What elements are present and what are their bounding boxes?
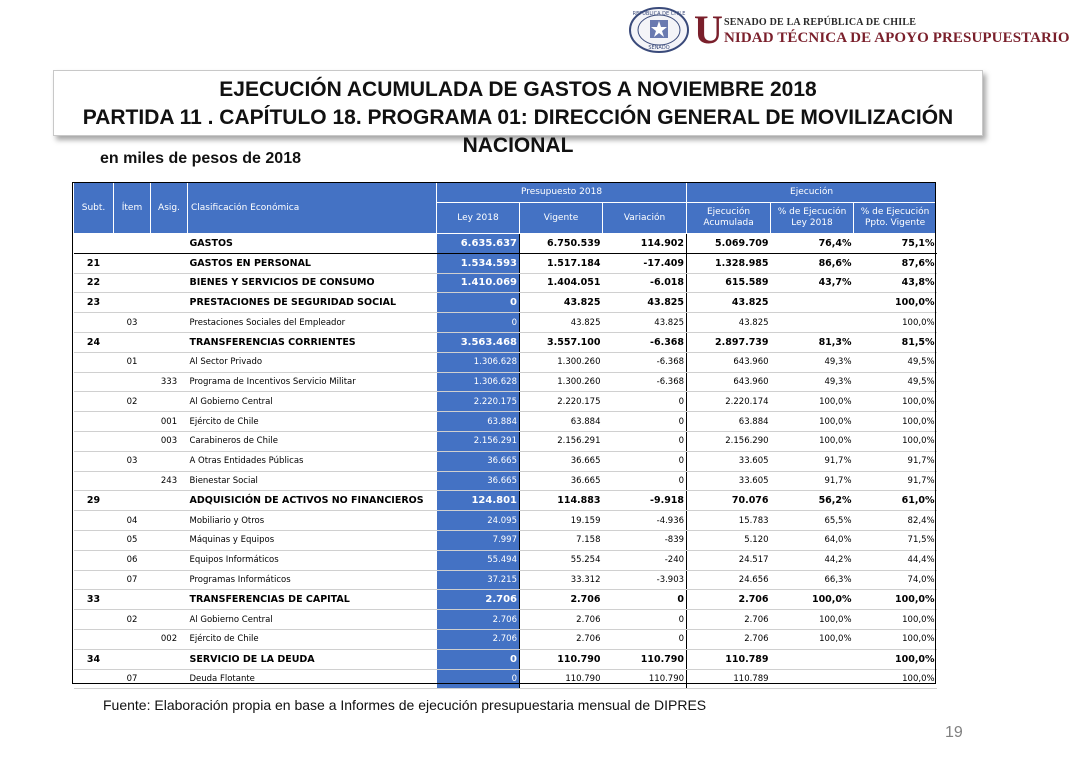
cell-pct-vigente: 44,4% <box>854 550 937 570</box>
cell-subt <box>74 372 114 392</box>
cell-vigente: 7.158 <box>520 530 603 550</box>
cell-ejecucion-acumulada: 110.789 <box>687 649 771 669</box>
cell-clasificacion: Máquinas y Equipos <box>188 530 437 550</box>
svg-text:SENADO: SENADO <box>648 45 670 51</box>
cell-ley: 0 <box>437 293 520 313</box>
cell-variacion: -6.018 <box>603 273 687 293</box>
cell-clasificacion: Al Sector Privado <box>188 352 437 372</box>
cell-asig <box>151 590 188 610</box>
cell-pct-vigente: 100,0% <box>854 649 937 669</box>
cell-subt: 23 <box>74 293 114 313</box>
cell-variacion: -6.368 <box>603 332 687 352</box>
cell-pct-ley: 100,0% <box>771 610 854 630</box>
cell-vigente: 6.750.539 <box>520 234 603 254</box>
cell-pct-ley <box>771 669 854 689</box>
cell-pct-ley: 56,2% <box>771 491 854 511</box>
cell-ley: 2.706 <box>437 590 520 610</box>
cell-ejecucion-acumulada: 643.960 <box>687 352 771 372</box>
cell-vigente: 63.884 <box>520 412 603 432</box>
cell-variacion: 0 <box>603 431 687 451</box>
col-header-variacion: Variación <box>603 203 687 234</box>
cell-pct-vigente: 100,0% <box>854 431 937 451</box>
cell-vigente: 43.825 <box>520 313 603 333</box>
cell-subt <box>74 530 114 550</box>
col-header-pct-ley: % de Ejecución Ley 2018 <box>771 203 854 234</box>
cell-item <box>114 412 151 432</box>
cell-ley: 2.156.291 <box>437 431 520 451</box>
cell-item: 07 <box>114 570 151 590</box>
cell-item <box>114 332 151 352</box>
cell-ejecucion-acumulada: 110.789 <box>687 669 771 689</box>
cell-pct-ley: 100,0% <box>771 412 854 432</box>
cell-ley: 2.706 <box>437 610 520 630</box>
cell-vigente: 2.706 <box>520 590 603 610</box>
page-number: 19 <box>945 724 963 741</box>
cell-ley: 3.563.468 <box>437 332 520 352</box>
cell-ejecucion-acumulada: 5.120 <box>687 530 771 550</box>
cell-subt <box>74 234 114 254</box>
cell-clasificacion: Ejército de Chile <box>188 412 437 432</box>
cell-asig: 243 <box>151 471 188 491</box>
cell-clasificacion: Al Gobierno Central <box>188 610 437 630</box>
cell-pct-vigente: 43,8% <box>854 273 937 293</box>
cell-item <box>114 590 151 610</box>
cell-pct-vigente: 75,1% <box>854 234 937 254</box>
cell-pct-vigente: 49,5% <box>854 372 937 392</box>
cell-ley: 63.884 <box>437 412 520 432</box>
col-header-ley: Ley 2018 <box>437 203 520 234</box>
table-row <box>74 629 937 649</box>
cell-pct-ley: 66,3% <box>771 570 854 590</box>
col-header-item: Ítem <box>114 183 151 234</box>
table-row <box>74 412 937 432</box>
cell-asig <box>151 669 188 689</box>
cell-variacion: -4.936 <box>603 511 687 531</box>
cell-ley: 124.801 <box>437 491 520 511</box>
cell-variacion: -6.368 <box>603 372 687 392</box>
cell-vigente: 3.557.100 <box>520 332 603 352</box>
cell-subt <box>74 570 114 590</box>
table-row <box>74 491 937 511</box>
cell-pct-ley: 86,6% <box>771 253 854 273</box>
cell-asig <box>151 570 188 590</box>
cell-vigente: 1.300.260 <box>520 372 603 392</box>
cell-item: 04 <box>114 511 151 531</box>
cell-clasificacion: Ejército de Chile <box>188 629 437 649</box>
cell-item <box>114 253 151 273</box>
cell-ejecucion-acumulada: 1.328.985 <box>687 253 771 273</box>
cell-clasificacion: A Otras Entidades Públicas <box>188 451 437 471</box>
cell-ley: 7.997 <box>437 530 520 550</box>
table-row <box>74 471 937 491</box>
cell-asig <box>151 253 188 273</box>
cell-vigente: 2.706 <box>520 610 603 630</box>
cell-subt <box>74 511 114 531</box>
cell-subt: 22 <box>74 273 114 293</box>
cell-subt: 21 <box>74 253 114 273</box>
cell-asig: 002 <box>151 629 188 649</box>
table-row <box>74 669 937 689</box>
cell-asig <box>151 530 188 550</box>
cell-vigente: 1.300.260 <box>520 352 603 372</box>
cell-asig <box>151 610 188 630</box>
cell-asig: 001 <box>151 412 188 432</box>
cell-clasificacion: GASTOS <box>188 234 437 254</box>
cell-subt <box>74 610 114 630</box>
cell-vigente: 1.404.051 <box>520 273 603 293</box>
cell-pct-vigente: 61,0% <box>854 491 937 511</box>
cell-pct-vigente: 100,0% <box>854 610 937 630</box>
cell-variacion: -240 <box>603 550 687 570</box>
cell-subt: 24 <box>74 332 114 352</box>
cell-variacion: 110.790 <box>603 649 687 669</box>
table-row <box>74 550 937 570</box>
cell-clasificacion: Bienestar Social <box>188 471 437 491</box>
cell-clasificacion: SERVICIO DE LA DEUDA <box>188 649 437 669</box>
cell-ejecucion-acumulada: 43.825 <box>687 293 771 313</box>
cell-variacion: 0 <box>603 451 687 471</box>
cell-clasificacion: Mobiliario y Otros <box>188 511 437 531</box>
cell-pct-ley: 76,4% <box>771 234 854 254</box>
cell-asig <box>151 392 188 412</box>
cell-pct-ley: 91,7% <box>771 451 854 471</box>
cell-pct-vigente: 100,0% <box>854 590 937 610</box>
table-row <box>74 451 937 471</box>
cell-ley: 2.706 <box>437 629 520 649</box>
cell-ejecucion-acumulada: 24.656 <box>687 570 771 590</box>
cell-asig <box>151 451 188 471</box>
cell-variacion: 43.825 <box>603 293 687 313</box>
cell-ley: 1.410.069 <box>437 273 520 293</box>
cell-vigente: 36.665 <box>520 471 603 491</box>
cell-ley: 0 <box>437 649 520 669</box>
cell-asig <box>151 649 188 669</box>
cell-clasificacion: TRANSFERENCIAS DE CAPITAL <box>188 590 437 610</box>
cell-pct-ley: 100,0% <box>771 590 854 610</box>
cell-ejecucion-acumulada: 643.960 <box>687 372 771 392</box>
cell-vigente: 33.312 <box>520 570 603 590</box>
cell-pct-vigente: 91,7% <box>854 451 937 471</box>
cell-pct-ley: 43,7% <box>771 273 854 293</box>
table-row <box>74 570 937 590</box>
cell-pct-ley: 49,3% <box>771 352 854 372</box>
cell-pct-vigente: 81,5% <box>854 332 937 352</box>
table-row <box>74 273 937 293</box>
cell-asig <box>151 332 188 352</box>
cell-vigente: 2.220.175 <box>520 392 603 412</box>
cell-vigente: 1.517.184 <box>520 253 603 273</box>
cell-vigente: 55.254 <box>520 550 603 570</box>
cell-ejecucion-acumulada: 2.897.739 <box>687 332 771 352</box>
cell-item <box>114 293 151 313</box>
table-row <box>74 511 937 531</box>
cell-ley: 55.494 <box>437 550 520 570</box>
cell-ley: 36.665 <box>437 451 520 471</box>
cell-pct-ley: 100,0% <box>771 392 854 412</box>
cell-ley: 24.095 <box>437 511 520 531</box>
cell-vigente: 114.883 <box>520 491 603 511</box>
cell-ejecucion-acumulada: 615.589 <box>687 273 771 293</box>
senate-seal-icon <box>628 6 690 54</box>
cell-item <box>114 649 151 669</box>
cell-variacion: 0 <box>603 392 687 412</box>
cell-clasificacion: Carabineros de Chile <box>188 431 437 451</box>
cell-pct-vigente: 87,6% <box>854 253 937 273</box>
cell-pct-ley: 44,2% <box>771 550 854 570</box>
cell-subt <box>74 313 114 333</box>
cell-subt <box>74 352 114 372</box>
cell-pct-vigente: 82,4% <box>854 511 937 531</box>
cell-asig <box>151 550 188 570</box>
cell-pct-ley: 65,5% <box>771 511 854 531</box>
cell-ley: 1.306.628 <box>437 372 520 392</box>
table-row <box>74 332 937 352</box>
header-logo <box>628 6 1070 56</box>
cell-ejecucion-acumulada: 2.156.290 <box>687 431 771 451</box>
cell-variacion: 114.902 <box>603 234 687 254</box>
cell-variacion: -9.918 <box>603 491 687 511</box>
cell-subt <box>74 451 114 471</box>
cell-item <box>114 471 151 491</box>
table-row <box>74 234 937 254</box>
cell-pct-ley: 100,0% <box>771 629 854 649</box>
cell-pct-vigente: 91,7% <box>854 471 937 491</box>
cell-ley: 6.635.637 <box>437 234 520 254</box>
cell-pct-vigente: 100,0% <box>854 412 937 432</box>
cell-pct-vigente: 100,0% <box>854 669 937 689</box>
cell-item: 05 <box>114 530 151 550</box>
budget-execution-table <box>73 182 937 689</box>
page-title: EJECUCIÓN ACUMULADA DE GASTOS A NOVIEMBRE 2018 <box>219 78 817 101</box>
cell-clasificacion: Equipos Informáticos <box>188 550 437 570</box>
cell-ejecucion-acumulada: 70.076 <box>687 491 771 511</box>
col-header-ejecucion-acumulada: Ejecución Acumulada <box>687 203 771 234</box>
cell-asig <box>151 234 188 254</box>
cell-clasificacion: BIENES Y SERVICIOS DE CONSUMO <box>188 273 437 293</box>
cell-item: 07 <box>114 669 151 689</box>
col-header-subt: Subt. <box>74 183 114 234</box>
table-row <box>74 649 937 669</box>
table-row <box>74 293 937 313</box>
cell-asig <box>151 293 188 313</box>
cell-pct-ley <box>771 649 854 669</box>
cell-variacion: -839 <box>603 530 687 550</box>
col-header-pct-vigente: % de Ejecución Ppto. Vigente <box>854 203 937 234</box>
cell-item <box>114 491 151 511</box>
cell-asig <box>151 273 188 293</box>
cell-ejecucion-acumulada: 2.706 <box>687 590 771 610</box>
cell-pct-ley: 91,7% <box>771 471 854 491</box>
table-row <box>74 530 937 550</box>
cell-item: 01 <box>114 352 151 372</box>
table-row <box>74 610 937 630</box>
cell-clasificacion: GASTOS EN PERSONAL <box>188 253 437 273</box>
cell-ejecucion-acumulada: 33.605 <box>687 451 771 471</box>
cell-clasificacion: Al Gobierno Central <box>188 392 437 412</box>
cell-ejecucion-acumulada: 33.605 <box>687 471 771 491</box>
cell-variacion: 0 <box>603 412 687 432</box>
source-note: Fuente: Elaboración propia en base a Informes de ejecución presupuestaria mensual de DIPRES <box>103 697 707 713</box>
cell-variacion: 0 <box>603 471 687 491</box>
cell-subt: 29 <box>74 491 114 511</box>
cell-pct-vigente: 71,5% <box>854 530 937 550</box>
cell-item <box>114 629 151 649</box>
cell-pct-ley: 81,3% <box>771 332 854 352</box>
cell-variacion: -3.903 <box>603 570 687 590</box>
cell-ley: 0 <box>437 669 520 689</box>
table-row <box>74 253 937 273</box>
table-row <box>74 431 937 451</box>
cell-item: 02 <box>114 610 151 630</box>
cell-ley: 37.215 <box>437 570 520 590</box>
cell-vigente: 110.790 <box>520 669 603 689</box>
cell-ejecucion-acumulada: 15.783 <box>687 511 771 531</box>
cell-variacion: 0 <box>603 629 687 649</box>
table-row <box>74 313 937 333</box>
cell-item <box>114 372 151 392</box>
cell-clasificacion: ADQUISICIÓN DE ACTIVOS NO FINANCIEROS <box>188 491 437 511</box>
cell-clasificacion: Programa de Incentivos Servicio Militar <box>188 372 437 392</box>
cell-vigente: 2.156.291 <box>520 431 603 451</box>
cell-item <box>114 273 151 293</box>
cell-variacion: -17.409 <box>603 253 687 273</box>
cell-pct-vigente: 74,0% <box>854 570 937 590</box>
cell-asig <box>151 352 188 372</box>
cell-subt <box>74 471 114 491</box>
cell-pct-ley: 49,3% <box>771 372 854 392</box>
cell-pct-ley <box>771 313 854 333</box>
col-header-asig: Asig. <box>151 183 188 234</box>
cell-asig <box>151 491 188 511</box>
table-row <box>74 372 937 392</box>
cell-asig: 333 <box>151 372 188 392</box>
cell-subt <box>74 392 114 412</box>
cell-pct-ley: 64,0% <box>771 530 854 550</box>
cell-pct-vigente: 49,5% <box>854 352 937 372</box>
cell-pct-ley <box>771 293 854 313</box>
cell-clasificacion: Deuda Flotante <box>188 669 437 689</box>
cell-pct-vigente: 100,0% <box>854 392 937 412</box>
cell-vigente: 43.825 <box>520 293 603 313</box>
cell-ejecucion-acumulada: 43.825 <box>687 313 771 333</box>
cell-variacion: 0 <box>603 590 687 610</box>
brand-initial: U <box>694 7 723 52</box>
cell-clasificacion: Programas Informáticos <box>188 570 437 590</box>
table-row <box>74 352 937 372</box>
group-header-presupuesto: Presupuesto 2018 <box>437 183 687 203</box>
units-note: en miles de pesos de 2018 <box>100 150 301 167</box>
cell-item: 06 <box>114 550 151 570</box>
cell-pct-vigente: 100,0% <box>854 293 937 313</box>
cell-ejecucion-acumulada: 2.706 <box>687 610 771 630</box>
cell-variacion: 43.825 <box>603 313 687 333</box>
cell-ley: 36.665 <box>437 471 520 491</box>
cell-asig <box>151 313 188 333</box>
cell-pct-vigente: 100,0% <box>854 313 937 333</box>
cell-item <box>114 431 151 451</box>
col-header-vigente: Vigente <box>520 203 603 234</box>
cell-clasificacion: TRANSFERENCIAS CORRIENTES <box>188 332 437 352</box>
cell-subt <box>74 669 114 689</box>
cell-clasificacion: Prestaciones Sociales del Empleador <box>188 313 437 333</box>
cell-ejecucion-acumulada: 24.517 <box>687 550 771 570</box>
cell-subt <box>74 550 114 570</box>
cell-vigente: 2.706 <box>520 629 603 649</box>
cell-subt <box>74 431 114 451</box>
title-box <box>53 70 983 157</box>
svg-text:REPÚBLICA DE CHILE: REPÚBLICA DE CHILE <box>632 11 686 17</box>
cell-ley: 0 <box>437 313 520 333</box>
cell-subt: 33 <box>74 590 114 610</box>
cell-vigente: 19.159 <box>520 511 603 531</box>
page-subtitle-program: PARTIDA 11 . CAPÍTULO 18. PROGRAMA 01: DIRECCIÓN GENERAL DE MOVILIZACIÓN NACIONAL <box>82 106 954 157</box>
cell-vigente: 110.790 <box>520 649 603 669</box>
cell-vigente: 36.665 <box>520 451 603 471</box>
cell-variacion: 0 <box>603 610 687 630</box>
cell-ejecucion-acumulada: 63.884 <box>687 412 771 432</box>
cell-ley: 1.534.593 <box>437 253 520 273</box>
cell-asig <box>151 511 188 531</box>
cell-ejecucion-acumulada: 2.220.174 <box>687 392 771 412</box>
cell-variacion: 110.790 <box>603 669 687 689</box>
cell-asig: 003 <box>151 431 188 451</box>
cell-subt <box>74 629 114 649</box>
cell-ley: 1.306.628 <box>437 352 520 372</box>
cell-variacion: -6.368 <box>603 352 687 372</box>
cell-item <box>114 234 151 254</box>
cell-item: 02 <box>114 392 151 412</box>
cell-item: 03 <box>114 451 151 471</box>
cell-ejecucion-acumulada: 2.706 <box>687 629 771 649</box>
cell-item: 03 <box>114 313 151 333</box>
group-header-ejecucion: Ejecución <box>687 183 937 203</box>
table-row <box>74 392 937 412</box>
cell-subt: 34 <box>74 649 114 669</box>
cell-ley: 2.220.175 <box>437 392 520 412</box>
cell-pct-vigente: 100,0% <box>854 629 937 649</box>
cell-clasificacion: PRESTACIONES DE SEGURIDAD SOCIAL <box>188 293 437 313</box>
cell-ejecucion-acumulada: 5.069.709 <box>687 234 771 254</box>
col-header-clasificacion: Clasificación Económica <box>188 183 437 234</box>
cell-subt <box>74 412 114 432</box>
brand-unit-name: NIDAD TÉCNICA DE APOYO PRESUPUESTARIO <box>724 30 1070 46</box>
cell-pct-ley: 100,0% <box>771 431 854 451</box>
brand-senate-name: SENADO DE LA REPÚBLICA DE CHILE <box>724 17 917 28</box>
table-row <box>74 590 937 610</box>
